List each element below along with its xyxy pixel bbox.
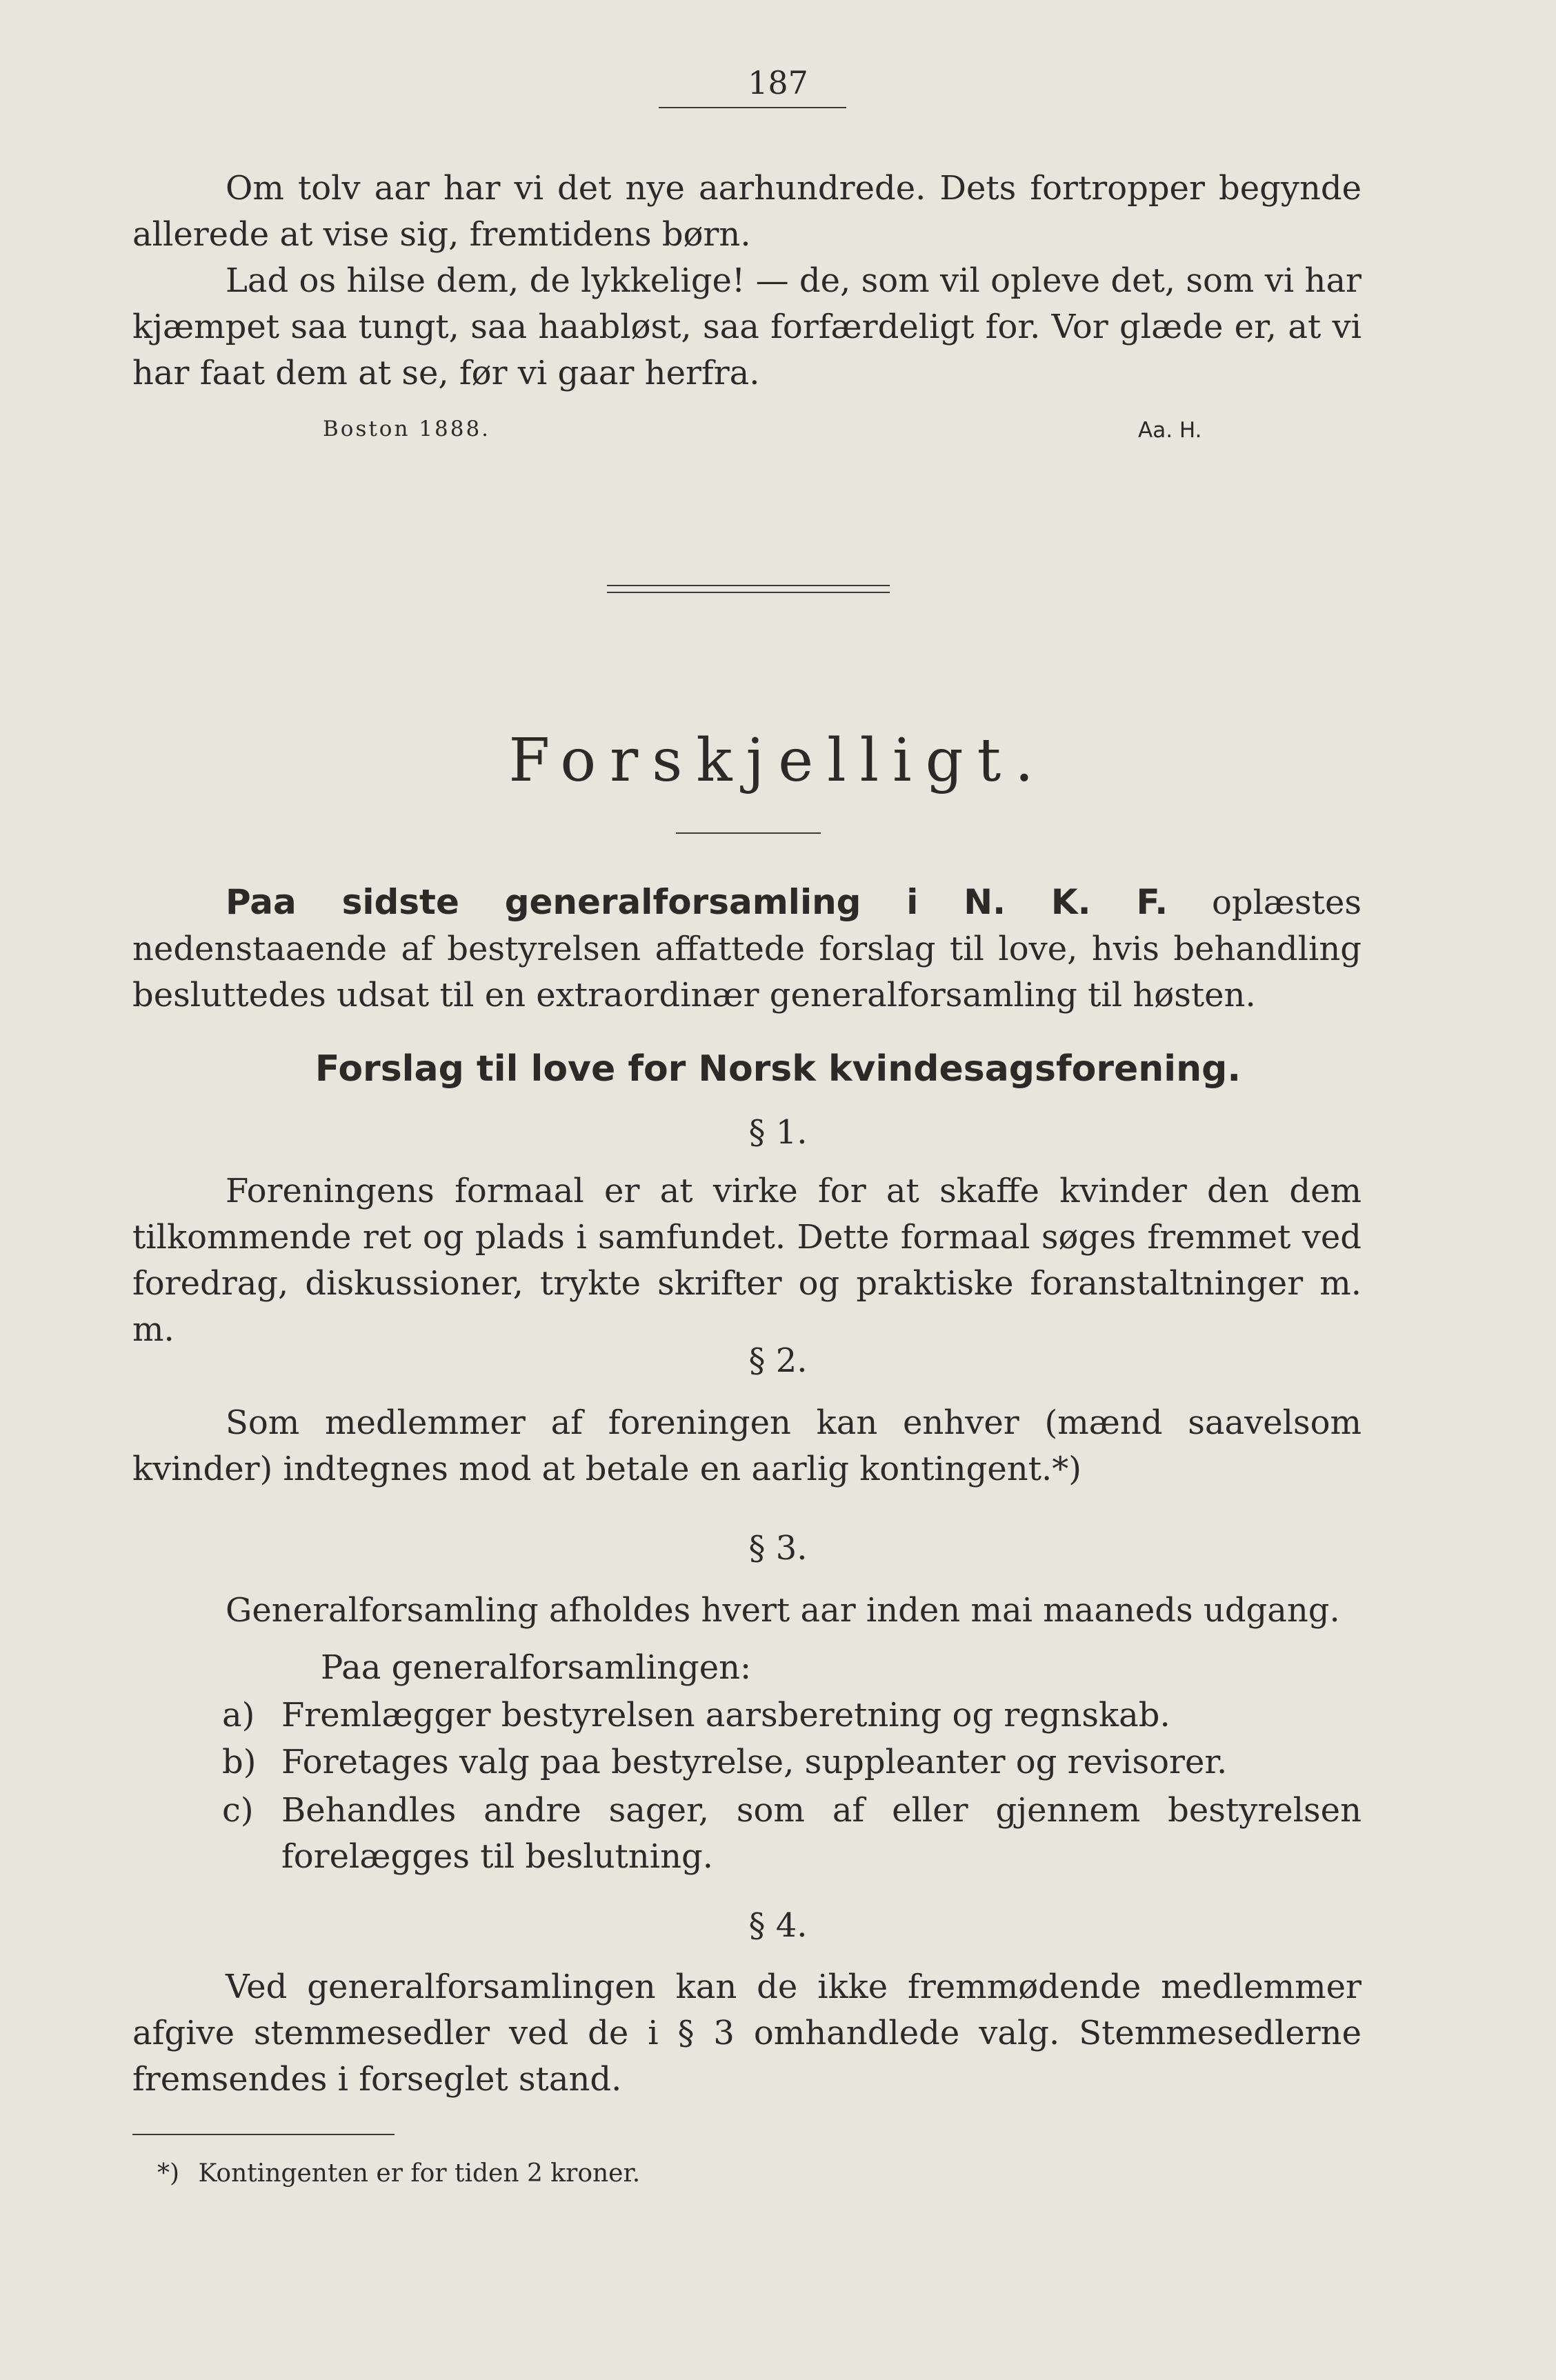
- intro-paragraph-2: Lad os hilse dem, de lykkelige! — de, som vil opleve det, som vi har kjæmpet saa tungt, saa haabløst, saa forfærdeligt for. Vor glæde er, at vi har faat dem at se, før vi gaar herfra.: [132, 261, 1362, 392]
- section-2-text: Som medlemmer af foreningen kan enhver (mænd saavelsom kvinder) indtegnes mod at betale en aarlig kontingent.*): [132, 1403, 1362, 1488]
- page-number: 187: [748, 64, 808, 101]
- list-item-mark-b: b): [222, 1743, 257, 1781]
- section-1-heading: § 1.: [748, 1113, 808, 1152]
- lead-bold: Paa sidste generalforsamling i N. K. F.: [226, 882, 1168, 922]
- section-3-sub: Paa generalforsamlingen:: [321, 1648, 752, 1687]
- footnote-text: Kontingenten er for tiden 2 kroner.: [198, 2159, 641, 2188]
- list-item-text-b: Foretages valg paa bestyrelse, suppleanter og revisorer.: [281, 1743, 1228, 1781]
- page-number-rule: [659, 107, 846, 108]
- law-title: Forslag til love for Norsk kvindesagsforening.: [315, 1048, 1241, 1090]
- list-item-text-a: Fremlægger bestyrelsen aarsberetning og regnskab.: [281, 1696, 1170, 1734]
- section-2-heading: § 2.: [748, 1341, 808, 1380]
- list-item-mark-c: c): [222, 1791, 254, 1830]
- footnote-rule: [132, 2134, 395, 2135]
- divider-rule-top: [607, 585, 890, 586]
- section-4-text: Ved generalforsamlingen kan de ikke fremmødende medlemmer afgive stemmesedler ved de i § 3 omhandlede valg. Stemmesedlerne fremsendes i forseglet stand.: [132, 1968, 1362, 2099]
- section-4-heading: § 4.: [748, 1906, 808, 1945]
- footnote-mark: *): [157, 2159, 180, 2188]
- author-signature: Aa. H.: [1138, 418, 1202, 443]
- intro-paragraph-1: Om tolv aar har vi det nye aarhundrede. Dets fortropper begynde allerede at vise sig, fremtidens børn.: [132, 169, 1362, 254]
- footnote: [157, 2156, 640, 2192]
- lead-paragraph: [132, 879, 1362, 1019]
- place-date: Boston 1888.: [323, 417, 491, 441]
- section-3-heading: § 3.: [748, 1529, 808, 1568]
- section-title: Forskjelligt.: [508, 726, 1048, 795]
- section-3-text: Generalforsamling afholdes hvert aar inden mai maaneds udgang.: [226, 1591, 1340, 1630]
- list-item-text-c: Behandles andre sager, som af eller gjennem bestyrelsen forelægges til beslutning.: [281, 1791, 1362, 1876]
- lead-rest: oplæstes nedenstaaende af bestyrelsen affattede forslag til love, hvis behandling besluttedes udsat til en extraordinær generalforsamling til høsten.: [132, 883, 1362, 1014]
- list-item-mark-a: a): [222, 1696, 255, 1734]
- section-title-rule: [676, 832, 821, 834]
- section-1-text: Foreningens formaal er at virke for at skaffe kvinder den dem tilkommende ret og plads i samfundet. Dette formaal søges fremmet ved foredrag, diskussioner, trykte skrifter og praktiske foranstaltninger m. m.: [132, 1172, 1362, 1349]
- divider-rule-bottom: [607, 592, 890, 593]
